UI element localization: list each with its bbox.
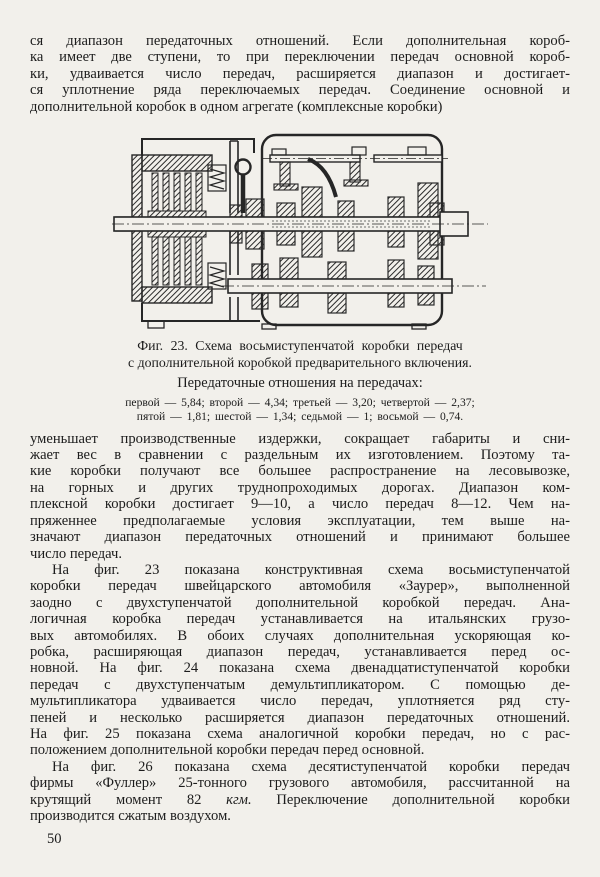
paragraph-body-3 <box>30 759 570 825</box>
text-line: На фиг. 25 показана схема аналогичной коробки передач, но с рас- <box>30 725 570 742</box>
text-line: число передач. <box>30 545 123 562</box>
text-line: положением дополнительной коробки передач перед основной. <box>30 742 425 759</box>
text-line: на горных и других труднопроходимых дорогах. Диапазон ком- <box>30 479 570 496</box>
text-line: производится сжатым воздухом. <box>30 808 231 824</box>
page-number: 50 <box>47 831 62 847</box>
text-line: заодно с двухступенчатой дополнительной коробкой передач. Ана- <box>30 594 570 611</box>
paragraph-top <box>30 33 570 115</box>
countershaft <box>222 279 486 293</box>
figure-23 <box>112 127 492 331</box>
text-line: пеней и несколько расширяется диапазон передаточных отношений. <box>30 709 570 726</box>
text-line: новной. На фиг. 24 показана схема двенадцатиступенчатой коробки <box>30 660 570 677</box>
text-line: фирмы «Фуллер» 25-тонного грузового автомобиля, рассчитанной на <box>30 775 570 792</box>
text-line: уменьшает производственные издержки, сокращает габариты и сни- <box>30 430 570 447</box>
caption-line-3: Передаточные отношения на передачах: <box>177 374 423 391</box>
text-line: На фиг. 26 показана схема десятиступенчатой коробки передач <box>52 758 570 775</box>
text-line: жает вес в сравнении с раздельным их изготовлением. Поэтому та- <box>30 447 570 464</box>
text-line: ка имеет две ступени, то при переключении передач основной короб- <box>30 49 570 66</box>
text-line: пряженнее предполагаемые условия эксплуатации, тем выше на- <box>30 512 570 529</box>
text-line: робка, расширяющая диапазон передач, устанавливается перед ос- <box>30 643 570 660</box>
text-line: ся диапазон передаточных отношений. Если дополнительная короб- <box>30 33 570 49</box>
text-line: значают диапазон передаточных отношений и принимают большее <box>30 529 570 546</box>
figure-caption <box>30 337 570 424</box>
gearbox-diagram <box>112 127 492 331</box>
paragraph-body-2 <box>30 562 570 759</box>
text-line: коробки передач швейцарского автомобиля «Заурер», выполненной <box>30 578 570 595</box>
text-line: дополнительной коробок в одном агрегате (комплексные коробки) <box>30 98 443 115</box>
caption-line-2: с дополнительной коробкой предварительного включения. <box>128 355 472 371</box>
text-line: плексной коробки достигает 9—10, а число передач 8—12. Чем на- <box>30 496 570 513</box>
text-line: крутящий момент 82 кгм. Переключение дополнительной коробки <box>30 791 570 808</box>
text-line: На фиг. 23 показана конструктивная схема восьмиступенчатой <box>52 561 570 578</box>
text-line: передач с двухступенчатым демультипликатором. С помощью де- <box>30 676 570 693</box>
text-line: логичная коробка передач устанавливается на итальянских грузо- <box>30 611 570 628</box>
text-line: ки, удваивается число передач, расширяется диапазон и достигает- <box>30 65 570 82</box>
gear-ratios-line-2: пятой — 1,81; шестой — 1,34; седьмой — 1; восьмой — 0,74. <box>136 409 464 423</box>
text-line: вых автомобилях. В обоих случаях дополнительная ускоряющая ко- <box>30 627 570 644</box>
gear-ratios-line-1: первой — 5,84; второй — 4,34; третьей — 3,20; четвертой — 2,37; <box>125 395 475 409</box>
text-line: ся уплотнение ряда переключаемых передач. Соединение основной и <box>30 82 570 99</box>
paragraph-body-1 <box>30 431 570 562</box>
text-line: мультипликатора удваивается число передач, уплотняется ряд сту- <box>30 693 570 710</box>
text-line: кие коробки получают все большее распространение на лесовывозке, <box>30 463 570 480</box>
caption-line-1: Фиг. 23. Схема восьмиступенчатой коробки передач <box>137 338 463 354</box>
